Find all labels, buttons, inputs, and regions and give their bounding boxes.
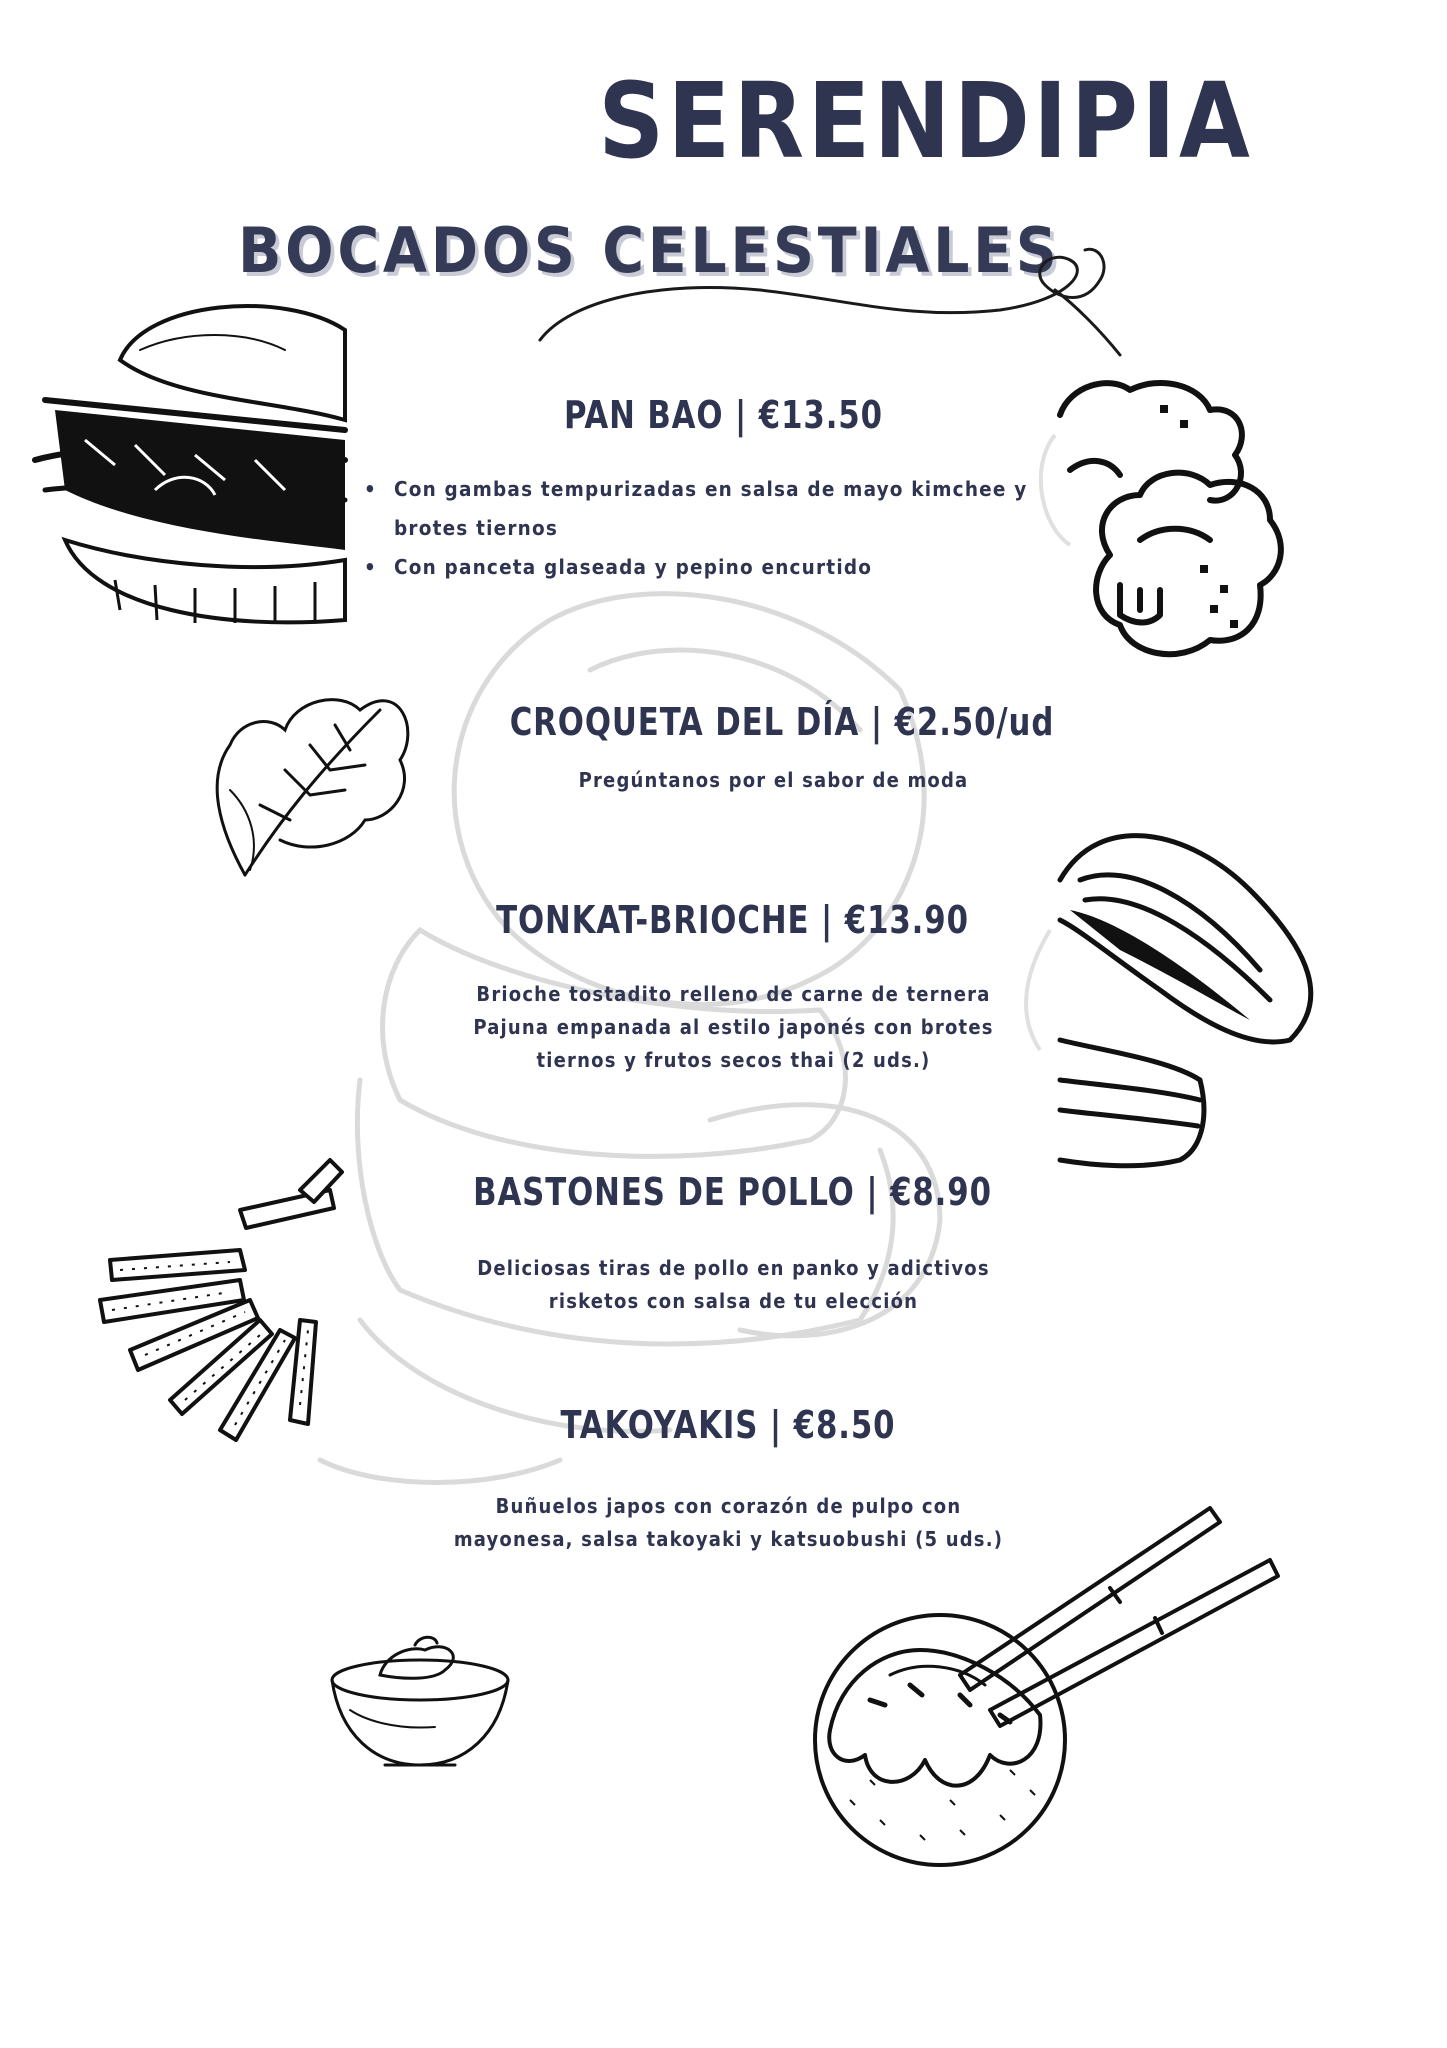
item-title-takoyakis: TAKOYAKIS | €8.50 [560,1403,896,1447]
section-title: BOCADOS CELESTIALES [238,214,1061,287]
takoyakis-description [0,1490,1447,1556]
sauce-bowl-sketch [325,1635,515,1775]
description-line: Brioche tostadito relleno de carne de ternera [476,982,991,1006]
description-line: Deliciosas tiras de pollo en panko y adictivos [477,1256,990,1280]
description-line: Buñuelos japos con corazón de pulpo con [495,1494,962,1518]
brand-title: SERENDIPIA [598,60,1254,182]
item-title-tonkat-brioche: TONKAT-BRIOCHE | €13.90 [496,898,969,942]
description-line: mayonesa, salsa takoyaki y katsuobushi (5 uds.) [453,1527,1004,1551]
item-title-pan-bao: PAN BAO | €13.50 [564,393,883,437]
description-line: tiernos y frutos secos thai (2 uds.) [536,1048,931,1072]
description-line: risketos con salsa de tu elección [548,1289,919,1313]
item-title-bastones-de-pollo: BASTONES DE POLLO | €8.90 [473,1170,992,1214]
bastones-description [0,1252,1447,1318]
item-title-croqueta: CROQUETA DEL DÍA | €2.50/ud [509,700,1055,744]
tonkat-brioche-description [0,978,1447,1077]
pan-bao-description-list [364,470,1054,587]
description-line: Pregúntanos por el sabor de moda [578,768,969,792]
list-item: • Con panceta glaseada y pepino encurtido [364,548,1054,587]
description-line: Pajuna empanada al estilo japonés con brotes [473,1015,994,1039]
heart-swash [530,230,1130,360]
takoyaki-chopsticks-sketch [810,1500,1290,1880]
list-item: • Con gambas tempurizadas en salsa de mayo kimchee y brotes tiernos [364,470,1054,548]
burger-sketch [25,290,345,650]
croqueta-description [0,764,1447,797]
